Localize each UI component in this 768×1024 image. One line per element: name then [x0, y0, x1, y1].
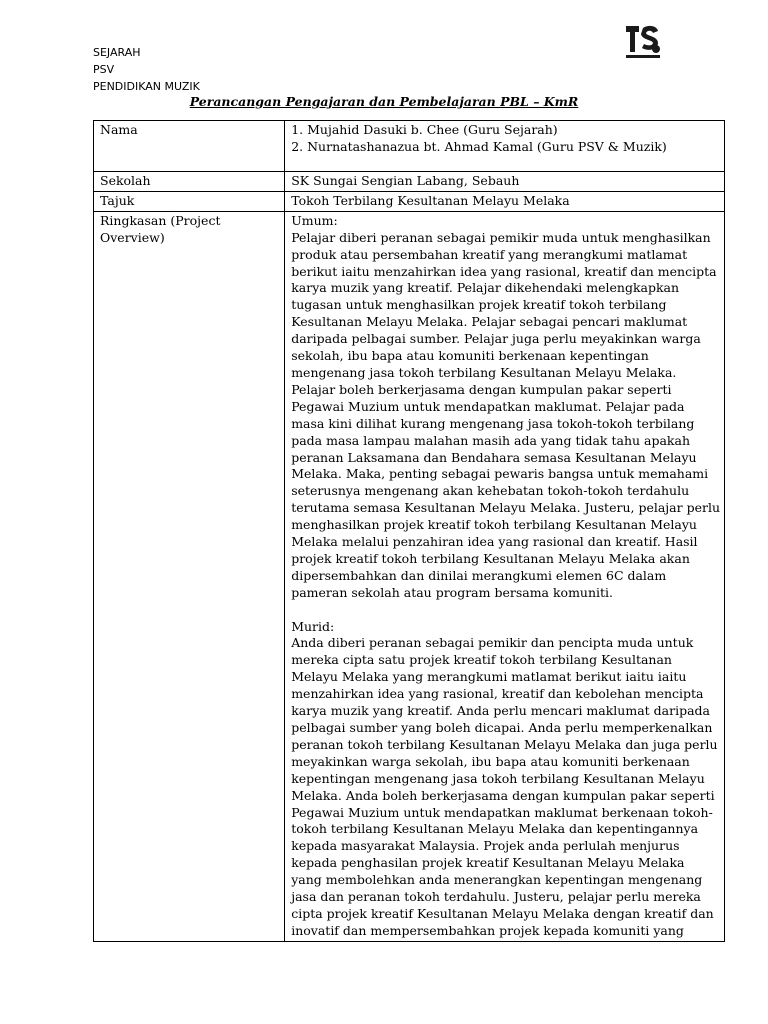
subject-list: [93, 44, 200, 95]
teacher-2: 2. Nurnatashanazua bt. Ahmad Kamal (Guru PSV & Muzik): [291, 138, 667, 154]
umum-paragraph: [291, 230, 720, 602]
subject-psv: PSV: [93, 63, 115, 76]
paragraph-line: pelbagai sumber yang boleh dicapai. Anda perlu memperkenalkan: [291, 719, 713, 735]
table-row-nama: [94, 121, 725, 172]
paragraph-line: cipta projek kreatif Kesultanan Melayu Melaka dengan kreatif dan: [291, 905, 714, 921]
paragraph-line: daripada pelbagai sumber. Pelajar juga perlu meyakinkan warga: [291, 331, 701, 347]
paragraph-line: mereka cipta satu projek kreatif tokoh terbilang Kesultanan: [291, 652, 672, 668]
paragraph-line: pameran sekolah atau program bersama komuniti.: [291, 584, 614, 600]
paragraph-line: produk atau persembahan kreatif yang merangkumi matlamat: [291, 246, 688, 262]
paragraph-line: Pegawai Muzium untuk mendapatkan maklumat. Pelajar pada: [291, 398, 685, 414]
paragraph-line: kepada masyarakat Malaysia. Projek anda perlulah menjurus: [291, 838, 680, 854]
paragraph-line: dipersembahkan dan dinilai merangkumi elemen 6C dalam: [291, 567, 667, 583]
document-title: Perancangan Pengajaran dan Pembelajaran PBL – KmR: [189, 94, 579, 109]
lesson-plan-table: [93, 120, 725, 942]
paragraph-line: menzahirkan idea yang rasional, kreatif dan kebolehan mencipta: [291, 686, 704, 702]
paragraph-line: projek kreatif tokoh terbilang Kesultanan Melayu Melaka akan: [291, 550, 690, 566]
subject-sejarah: SEJARAH: [93, 46, 141, 59]
paragraph-line: Anda diberi peranan sebagai pemikir dan pencipta muda untuk: [291, 635, 694, 651]
paragraph-line: peranan Laksamana dan Bendahara semasa Kesultanan Melayu: [291, 449, 697, 465]
label-nama: Nama: [94, 121, 285, 172]
paragraph-line: kepentingan mengenang jasa tokoh terbilang Kesultanan Melayu: [291, 770, 705, 786]
paragraph-line: peranan tokoh terbilang Kesultanan Melayu Melaka dan juga perlu: [291, 736, 718, 752]
value-tajuk: Tokoh Terbilang Kesultanan Melayu Melaka: [285, 191, 725, 211]
paragraph-line: seterusnya mengenang akan kehebatan tokoh-tokoh terdahulu: [291, 483, 690, 499]
paragraph-line: Pegawai Muzium untuk mendapatkan maklumat berkenaan tokoh-: [291, 804, 713, 820]
paragraph-line: Melaka. Anda boleh berkerjasama dengan kumpulan pakar seperti: [291, 787, 715, 803]
paragraph-line: yang membolehkan anda menerangkan kepentingan mengenang: [291, 872, 703, 888]
umum-heading: Umum:: [291, 212, 338, 228]
paragraph-line: jasa dan peranan tokoh terdahulu. Justeru, pelajar perlu mereka: [291, 889, 701, 905]
paragraph-line: tugasan untuk menghasilkan projek kreatif tokoh terbilang: [291, 297, 667, 313]
label-ringkasan: Ringkasan (Project Overview): [94, 211, 285, 941]
paragraph-line: Pelajar boleh berkerjasama dengan kumpulan pakar seperti: [291, 381, 672, 397]
paragraph-line: mengenang jasa tokoh terbilang Kesultanan Melayu Melaka.: [291, 364, 677, 380]
paragraph-line: kepada penghasilan projek kreatif Kesultanan Melayu Melaka: [291, 855, 685, 871]
table-row-ringkasan: [94, 211, 725, 941]
paragraph-line: Melaka melalui penzahiran idea yang rasional dan kreatif. Hasil: [291, 534, 698, 550]
murid-heading: Murid:: [291, 618, 335, 634]
paragraph-line: karya muzik yang kreatif. Pelajar dikehendaki melengkapkan: [291, 280, 680, 296]
paragraph-line: Melaka. Maka, penting sebagai pewaris bangsa untuk memahami: [291, 466, 709, 482]
table-row-sekolah: [94, 172, 725, 192]
label-sekolah: Sekolah: [94, 172, 285, 192]
paragraph-line: Melayu Melaka yang merangkumi matlamat berikut iaitu iaitu: [291, 669, 687, 685]
paragraph-line: pada masa lampau malahan masih ada yang tidak tahu apakah: [291, 432, 691, 448]
paragraph-line: berikut iaitu menzahirkan idea yang rasional, kreatif dan mencipta: [291, 263, 717, 279]
school-logo-icon: [622, 20, 664, 62]
value-sekolah: SK Sungai Sengian Labang, Sebauh: [285, 172, 725, 192]
value-nama: [285, 121, 725, 172]
paragraph-line: inovatif dan mempersembahkan projek kepada komuniti yang: [291, 922, 684, 938]
paragraph-line: menghasilkan projek kreatif tokoh terbilang Kesultanan Melayu: [291, 517, 697, 533]
paragraph-line: masa kini dilihat kurang mengenang jasa tokoh-tokoh terbilang: [291, 415, 695, 431]
teacher-1: 1. Mujahid Dasuki b. Chee (Guru Sejarah): [291, 122, 558, 137]
paragraph-line: Pelajar diberi peranan sebagai pemikir muda untuk menghasilkan: [291, 229, 711, 245]
paragraph-line: tokoh terbilang Kesultanan Melayu Melaka dan kepentingannya: [291, 821, 699, 837]
paragraph-line: sekolah, ibu bapa atau komuniti berkenaan kepentingan: [291, 348, 649, 364]
paragraph-line: terutama semasa Kesultanan Melayu Melaka. Justeru, pelajar perlu: [291, 500, 720, 516]
paragraph-spacer: [291, 602, 720, 619]
paragraph-line: meyakinkan warga sekolah, ibu bapa atau komuniti berkenaan: [291, 753, 690, 769]
label-tajuk: Tajuk: [94, 191, 285, 211]
table-row-tajuk: [94, 191, 725, 211]
paragraph-line: Kesultanan Melayu Melaka. Pelajar sebagai pencari maklumat: [291, 314, 688, 330]
paragraph-line: karya muzik yang kreatif. Anda perlu mencari maklumat daripada: [291, 703, 710, 719]
value-ringkasan: [285, 211, 725, 941]
murid-paragraph: [291, 635, 720, 939]
subject-pendidikan-muzik: PENDIDIKAN MUZIK: [93, 80, 200, 93]
